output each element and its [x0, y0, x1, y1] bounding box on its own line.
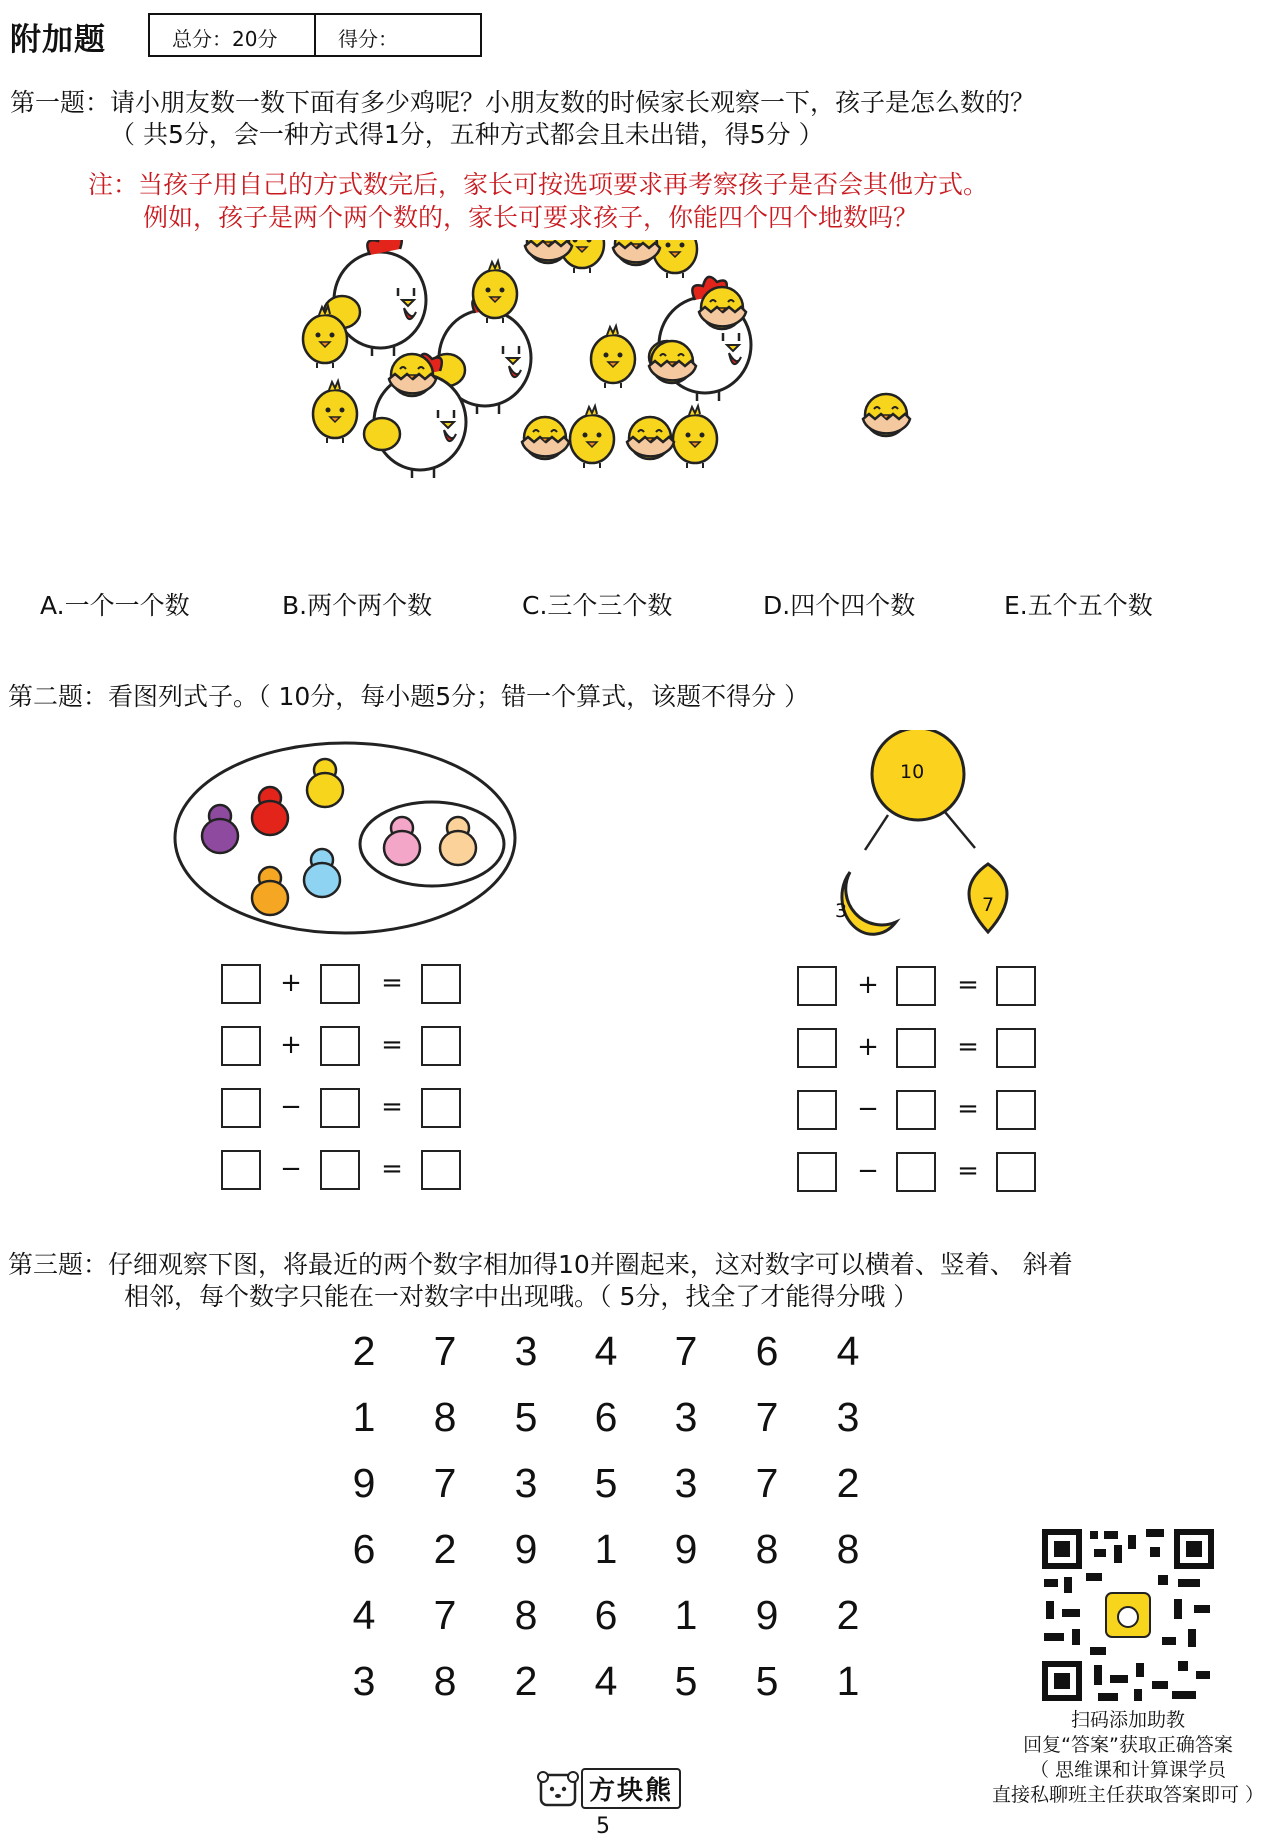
operator: +	[857, 970, 879, 1000]
grid-number[interactable]: 7	[433, 1328, 457, 1374]
q3-line1: 第三题：仔细观察下图，将最近的两个数字相加得10并圈起来，这对数字可以横着、竖着、 斜着	[8, 1250, 1073, 1279]
grid-number[interactable]: 4	[594, 1658, 618, 1704]
answer-box[interactable]	[320, 1026, 360, 1066]
q1-text: 第一题：请小朋友数一数下面有多少鸡呢？小朋友数的时候家长观察一下，孩子是怎么数的？	[10, 88, 1036, 117]
grid-number[interactable]: 2	[514, 1658, 538, 1704]
equals-sign: =	[957, 1156, 979, 1186]
gourd-set-illustration	[170, 740, 520, 950]
option-b[interactable]: B.两个两个数	[282, 591, 433, 620]
option-e[interactable]: E.五个五个数	[1004, 591, 1153, 620]
equals-sign: =	[957, 1032, 979, 1062]
grid-number[interactable]: 3	[674, 1394, 698, 1440]
page-number: 5	[596, 1814, 610, 1839]
bond-top-value: 10	[900, 761, 925, 783]
option-d[interactable]: D.四个四个数	[763, 591, 916, 620]
equals-sign: =	[381, 968, 403, 998]
grid-number[interactable]: 1	[836, 1658, 860, 1704]
grid-number[interactable]: 3	[514, 1460, 538, 1506]
answer-box[interactable]	[896, 966, 936, 1006]
answer-box[interactable]	[996, 1028, 1036, 1068]
total-score: 总分：20分	[150, 15, 316, 55]
bond-right-value: 7	[982, 894, 995, 916]
q3-line2: 相邻，每个数字只能在一对数字中出现哦。（ 5分，找全了才能得分哦 ）	[124, 1282, 919, 1311]
grid-number[interactable]: 3	[514, 1328, 538, 1374]
option-c[interactable]: C.三个三个数	[522, 591, 673, 620]
brand-logo	[535, 1768, 681, 1809]
equals-sign: =	[957, 970, 979, 1000]
answer-box[interactable]	[221, 1150, 261, 1190]
answer-box[interactable]	[221, 964, 261, 1004]
grid-number[interactable]: 9	[514, 1526, 538, 1572]
grid-number[interactable]: 6	[755, 1328, 779, 1374]
grid-number[interactable]: 8	[836, 1526, 860, 1572]
q1-note2: 例如，孩子是两个两个数的，家长可要求孩子，你能四个四个地数吗？	[143, 203, 919, 232]
answer-box[interactable]	[797, 1028, 837, 1068]
answer-box[interactable]	[320, 1088, 360, 1128]
grid-number[interactable]: 7	[433, 1460, 457, 1506]
answer-box[interactable]	[421, 1150, 461, 1190]
grid-number[interactable]: 2	[433, 1526, 457, 1572]
answer-box[interactable]	[996, 1152, 1036, 1192]
answer-box[interactable]	[896, 1028, 936, 1068]
answer-box[interactable]	[421, 1026, 461, 1066]
grid-number[interactable]: 7	[433, 1592, 457, 1638]
equals-sign: =	[381, 1030, 403, 1060]
grid-number[interactable]: 7	[755, 1460, 779, 1506]
answer-box[interactable]	[320, 964, 360, 1004]
answer-box[interactable]	[221, 1088, 261, 1128]
score-field[interactable]: 得分：	[338, 27, 398, 51]
answer-box[interactable]	[996, 1090, 1036, 1130]
qr-line: （ 思维课和计算课学员	[1029, 1759, 1227, 1781]
answer-box[interactable]	[221, 1026, 261, 1066]
bond-left-value: 3	[835, 900, 848, 922]
answer-box[interactable]	[421, 1088, 461, 1128]
grid-number[interactable]: 3	[352, 1658, 376, 1704]
grid-number[interactable]: 3	[836, 1394, 860, 1440]
operator: +	[857, 1032, 879, 1062]
grid-number[interactable]: 5	[514, 1394, 538, 1440]
operator: −	[280, 1092, 302, 1122]
grid-number[interactable]: 4	[836, 1328, 860, 1374]
chicken-illustration	[280, 240, 940, 570]
score-box	[148, 13, 482, 57]
bond-moon-shape	[842, 872, 896, 934]
option-a[interactable]: A.一个一个数	[40, 591, 190, 620]
grid-number[interactable]: 2	[352, 1328, 376, 1374]
operator: +	[280, 968, 302, 998]
grid-number[interactable]: 8	[433, 1394, 457, 1440]
grid-number[interactable]: 5	[674, 1658, 698, 1704]
grid-number[interactable]: 1	[352, 1394, 376, 1440]
page-title: 附加题	[10, 22, 106, 58]
answer-box[interactable]	[797, 966, 837, 1006]
grid-number[interactable]: 7	[674, 1328, 698, 1374]
equals-sign: =	[381, 1154, 403, 1184]
grid-number[interactable]: 7	[755, 1394, 779, 1440]
grid-number[interactable]: 4	[352, 1592, 376, 1638]
answer-box[interactable]	[996, 966, 1036, 1006]
grid-number[interactable]: 8	[755, 1526, 779, 1572]
answer-box[interactable]	[896, 1090, 936, 1130]
q1-points: （ 共5分，会一种方式得1分，五种方式都会且未出错，得5分 ）	[110, 120, 824, 149]
grid-number[interactable]: 8	[514, 1592, 538, 1638]
grid-number[interactable]: 3	[674, 1460, 698, 1506]
equals-sign: =	[957, 1094, 979, 1124]
answer-box[interactable]	[797, 1152, 837, 1192]
grid-number[interactable]: 4	[594, 1328, 618, 1374]
grid-number[interactable]: 5	[755, 1658, 779, 1704]
grid-number[interactable]: 6	[594, 1394, 618, 1440]
answer-box[interactable]	[320, 1150, 360, 1190]
grid-number[interactable]: 6	[594, 1592, 618, 1638]
grid-number[interactable]: 2	[836, 1592, 860, 1638]
qr-line: 扫码添加助教	[1070, 1709, 1185, 1731]
grid-number[interactable]: 1	[594, 1526, 618, 1572]
qr-instructions	[985, 1708, 1271, 1808]
grid-number[interactable]: 8	[433, 1658, 457, 1704]
grid-number[interactable]: 6	[352, 1526, 376, 1572]
answer-box[interactable]	[797, 1090, 837, 1130]
operator: −	[857, 1156, 879, 1186]
qr-line: 回复“答案”获取正确答案	[1023, 1734, 1233, 1756]
qr-line: 直接私聊班主任获取答案即可 ）	[991, 1784, 1265, 1806]
bear-logo-icon	[535, 1769, 581, 1809]
equals-sign: =	[381, 1092, 403, 1122]
grid-number[interactable]: 9	[674, 1526, 698, 1572]
brand-name: 方块熊	[581, 1768, 681, 1809]
q2-text: 第二题：看图列式子。（ 10分，每小题5分；错一个算式，该题不得分 ）	[8, 682, 810, 711]
grid-number[interactable]: 1	[674, 1592, 698, 1638]
operator: +	[280, 1030, 302, 1060]
q1-note1: 注：当孩子用自己的方式数完后，家长可按选项要求再考察孩子是否会其他方式。	[88, 170, 989, 199]
answer-box[interactable]	[896, 1152, 936, 1192]
grid-number[interactable]: 2	[836, 1460, 860, 1506]
operator: −	[857, 1094, 879, 1124]
answer-box[interactable]	[421, 964, 461, 1004]
qr-code-icon	[1038, 1525, 1218, 1705]
grid-number[interactable]: 9	[755, 1592, 779, 1638]
operator: −	[280, 1154, 302, 1184]
grid-number[interactable]: 9	[352, 1460, 376, 1506]
grid-number[interactable]: 5	[594, 1460, 618, 1506]
